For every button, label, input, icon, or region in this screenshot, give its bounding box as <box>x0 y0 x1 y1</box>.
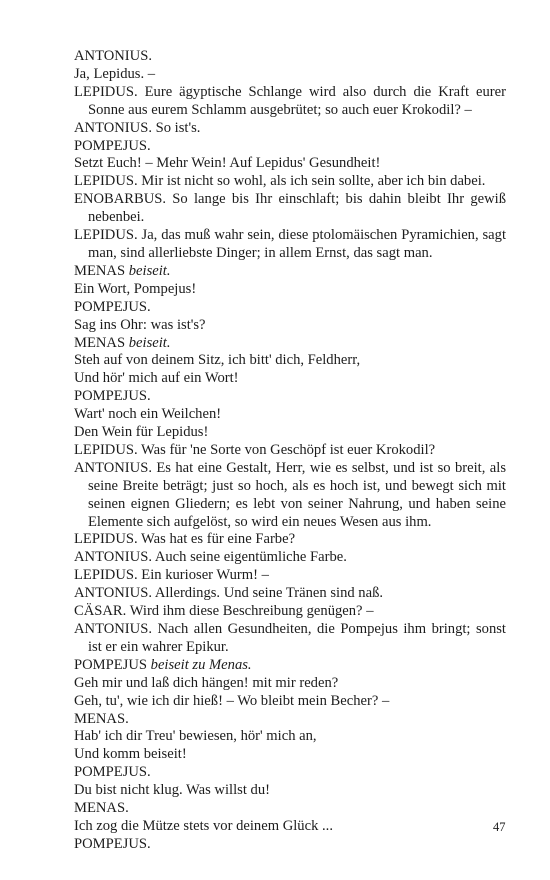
stage-direction: beiseit. <box>128 262 171 279</box>
text-line: POMPEJUS. <box>74 764 151 781</box>
text-line: Geh, tu', wie ich dir hieß! – Wo bleibt mein Becher? – <box>74 692 390 709</box>
text-line: MENAS. <box>74 710 129 727</box>
text-line: ANTONIUS. <box>74 48 152 64</box>
text-line: Setzt Euch! – Mehr Wein! Auf Lepidus' Gesundheit! <box>74 155 381 172</box>
text-paragraph: ENOBARBUS. So lange bis Ihr einschlaft; bis dahin bleibt Ihr gewiß nebenbei. <box>74 191 506 226</box>
text-line: ANTONIUS. So ist's. <box>74 119 201 136</box>
text-paragraph: ANTONIUS. Nach allen Gesundheiten, die Pompejus ihm bringt; sonst ist er ein wahrer Epikur. <box>74 621 506 655</box>
text-line: POMPEJUS. <box>74 137 151 154</box>
text-line: ANTONIUS. Auch seine eigentümliche Farbe. <box>74 549 347 566</box>
text-line: Und komm beiseit! <box>74 746 187 763</box>
page-number: 47 <box>493 820 506 834</box>
text-line: Wart' noch ein Weilchen! <box>74 406 222 423</box>
stage-direction: beiseit zu Menas. <box>150 656 252 673</box>
text-line: Hab' ich dir Treu' bewiesen, hör' mich an, <box>74 728 317 745</box>
text-line: LEPIDUS. Was für 'ne Sorte von Geschöpf ist euer Krokodil? <box>74 441 436 458</box>
text-line: Steh auf von deinem Sitz, ich bitt' dich, Feldherr, <box>74 352 361 369</box>
speaker-heading <box>74 657 506 675</box>
text-line: Sag ins Ohr: was ist's? <box>74 316 206 333</box>
text-line: Geh mir und laß dich hängen! mit mir reden? <box>74 674 339 691</box>
text-line: CÄSAR. Wird ihm diese Beschreibung genügen? – <box>74 603 374 620</box>
speaker-name: MENAS <box>74 334 126 351</box>
text-paragraph: LEPIDUS. Ja, das muß wahr sein, diese ptolomäischen Pyramichien, sagt man, sind allerliebste Dinger; in allem Ernst, das sagt man. <box>74 227 506 261</box>
text-line: MENAS. <box>74 800 129 817</box>
text-line: POMPEJUS. <box>74 388 151 405</box>
page-text-body <box>74 48 506 854</box>
text-line: LEPIDUS. Ein kurioser Wurm! – <box>74 567 269 584</box>
text-line: LEPIDUS. Was hat es für eine Farbe? <box>74 531 296 548</box>
text-line: Und hör' mich auf ein Wort! <box>74 370 239 387</box>
speaker-name: MENAS <box>74 262 126 279</box>
text-line: LEPIDUS. Mir ist nicht so wohl, als ich sein sollte, aber ich bin dabei. <box>74 173 486 190</box>
text-line: POMPEJUS. <box>74 835 151 852</box>
text-line: POMPEJUS. <box>74 298 151 315</box>
text-line: Den Wein für Lepidus! <box>74 424 209 441</box>
text-paragraph: ANTONIUS. Es hat eine Gestalt, Herr, wie es selbst, und ist so breit, als seine Breite beträgt; just so hoch, als es hoch ist, und bewegt sich mit seinen eignen Gliedern; es lebt von seiner Nahrung, und haben seine Elemente sich aufgelöst, so wird ein neues Wesen aus ihm. <box>74 459 506 530</box>
speaker-heading <box>74 335 506 353</box>
text-line: ANTONIUS. Allerdings. Und seine Tränen sind naß. <box>74 585 384 602</box>
text-line: Du bist nicht klug. Was willst du! <box>74 782 270 799</box>
speaker-name: POMPEJUS <box>74 656 147 673</box>
text-line: Ja, Lepidus. – <box>74 65 156 82</box>
speaker-heading <box>74 263 506 281</box>
text-paragraph: LEPIDUS. Eure ägyptische Schlange wird also durch die Kraft eurer Sonne aus eurem Schlamm ausgebrütet; so auch euer Krokodil? – <box>74 83 506 118</box>
stage-direction: beiseit. <box>128 334 171 351</box>
text-line: Ein Wort, Pompejus! <box>74 280 197 297</box>
text-line: Ich zog die Mütze stets vor deinem Glück ... <box>74 817 333 834</box>
